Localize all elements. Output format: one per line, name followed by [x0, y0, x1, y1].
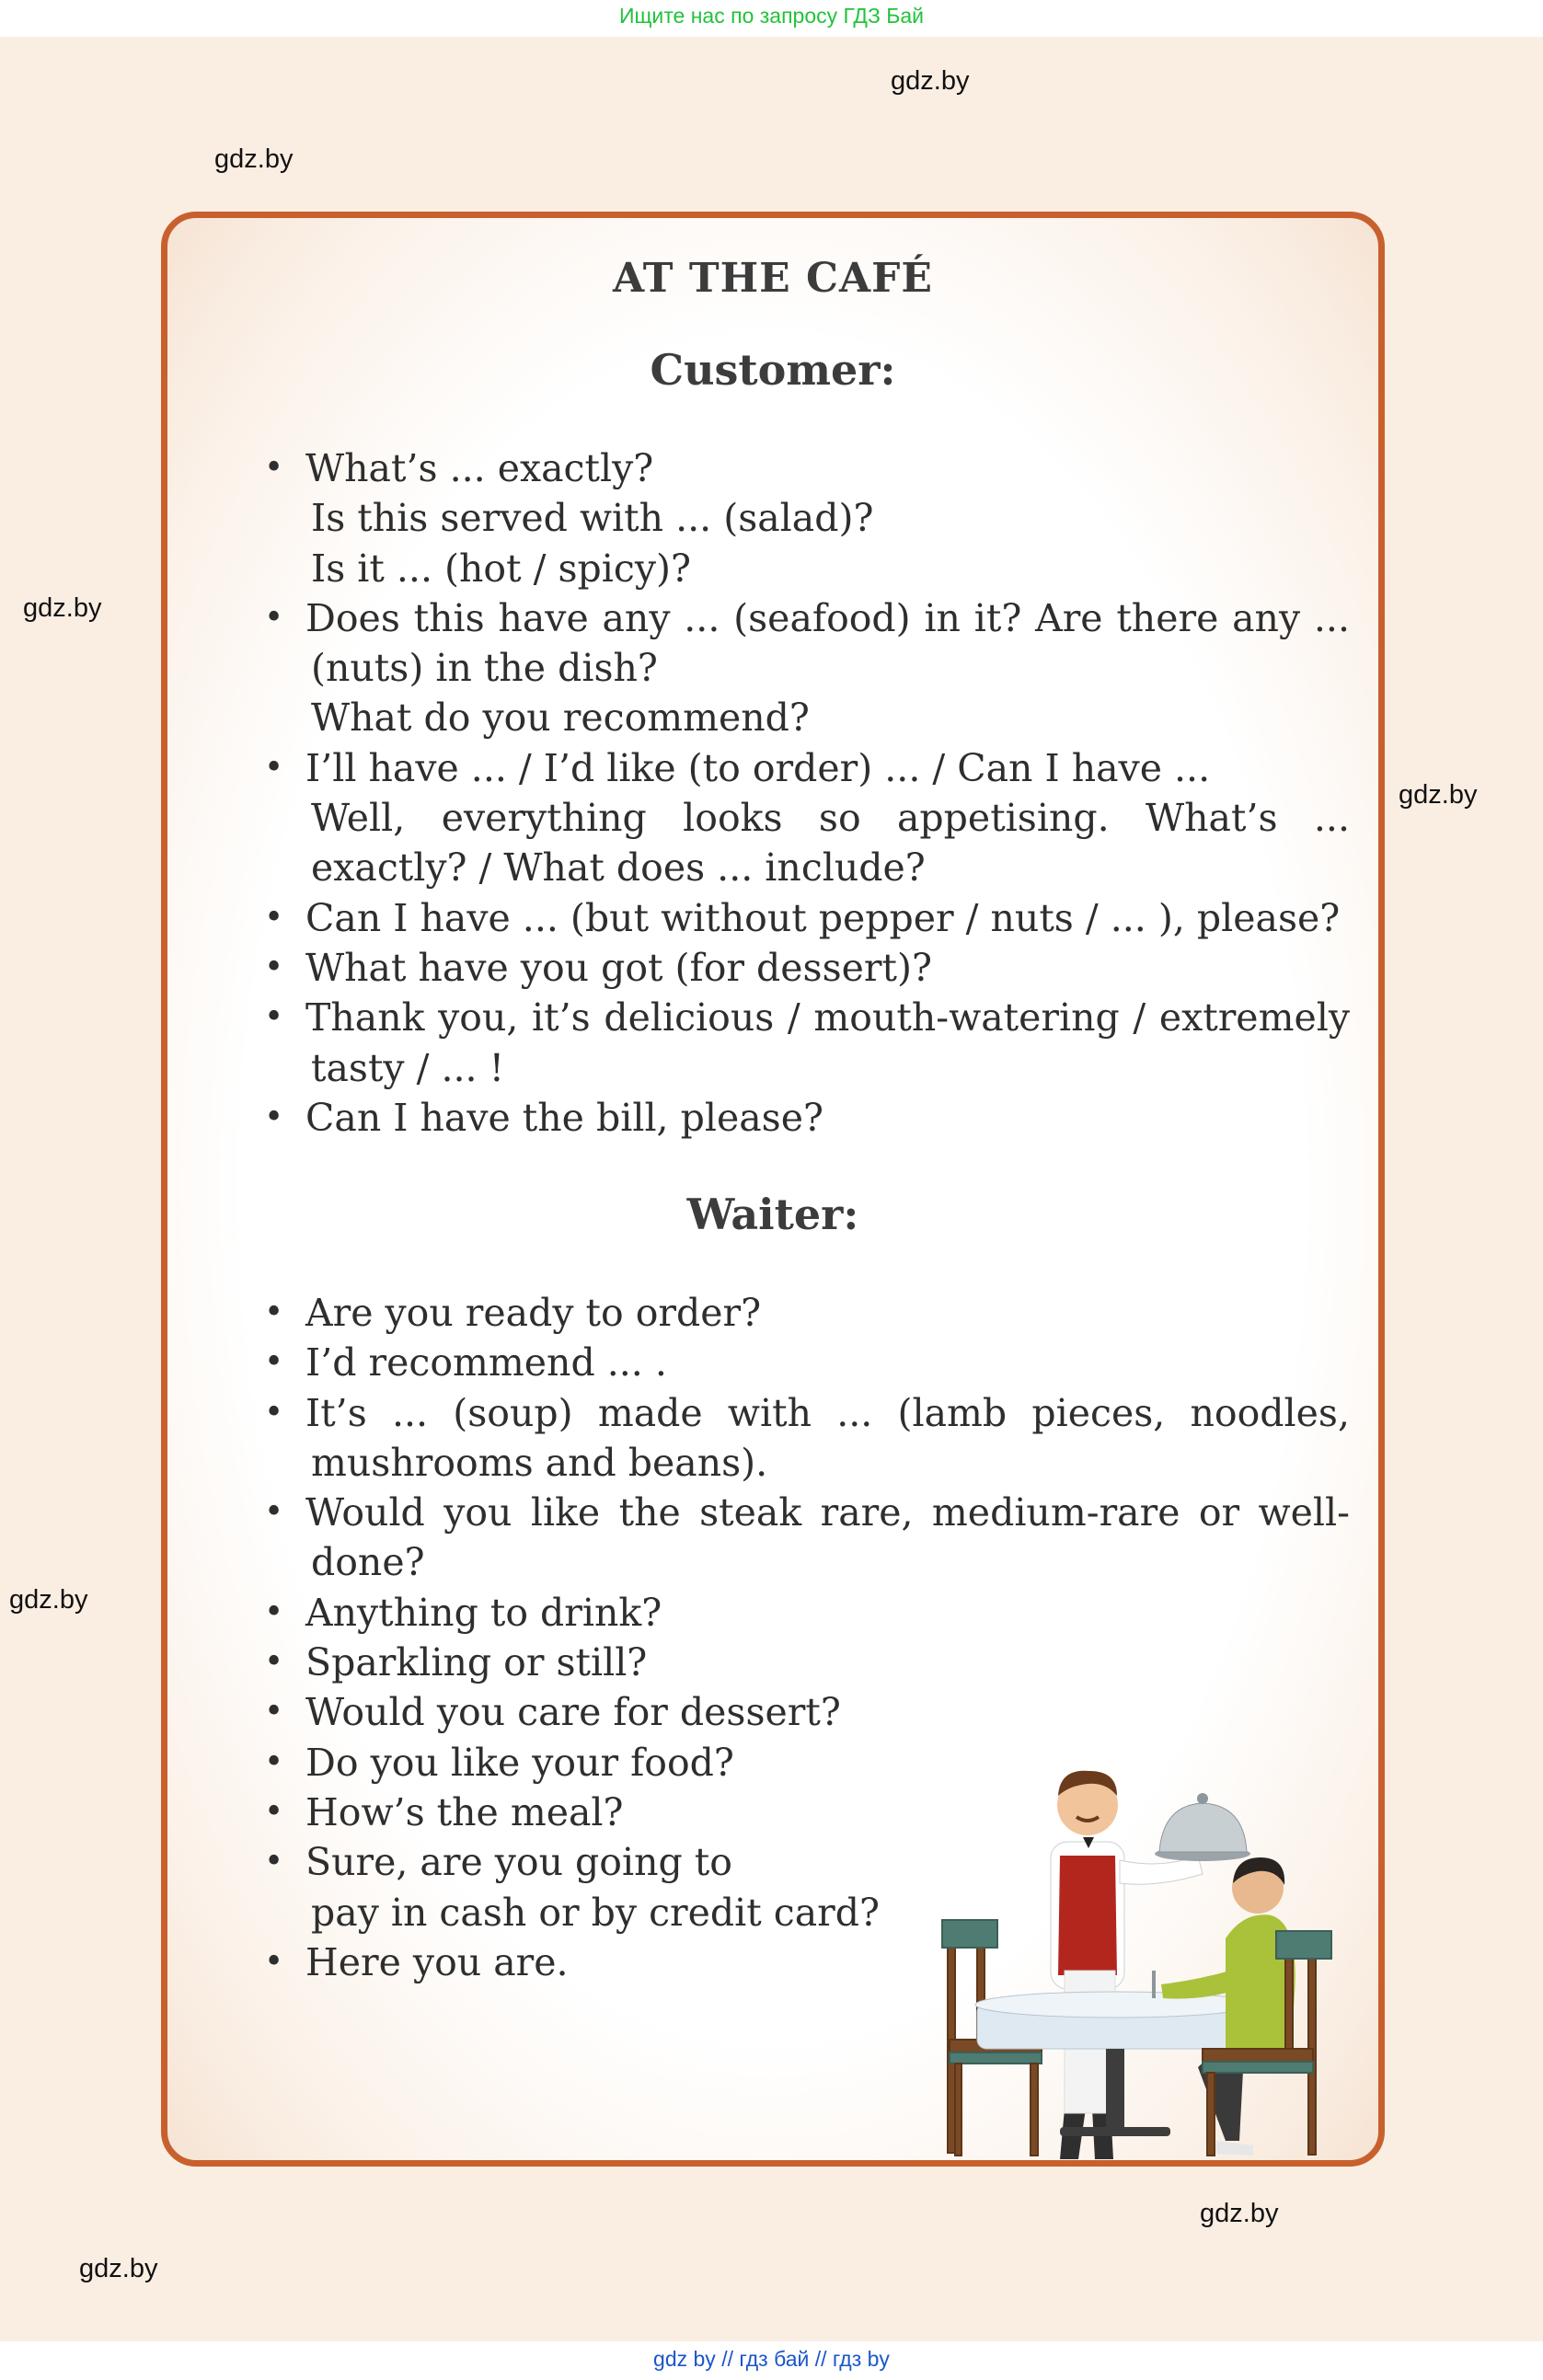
- phrase-line: Is this served with ... (salad)?: [311, 496, 874, 541]
- phrase-item: [264, 1338, 1350, 1387]
- bullet-icon: •: [264, 1293, 284, 1331]
- watermark: gdz.by: [1200, 2199, 1279, 2228]
- watermark: gdz.by: [23, 593, 102, 623]
- phrase-item: [264, 943, 1350, 993]
- bullet-icon: •: [264, 1942, 284, 1981]
- phrase-line: exactly? / What does ... include?: [311, 845, 926, 891]
- phrase-item: [264, 1488, 1350, 1588]
- phrase-card: [161, 212, 1385, 2167]
- bullet-icon: •: [264, 598, 284, 637]
- phrase-line: mushrooms and beans).: [311, 1440, 768, 1485]
- phrase-line: Here you are.: [305, 1939, 569, 1984]
- phrase-line: Can I have ... (but without pepper / nuts / ... ), please?: [305, 895, 1341, 940]
- phrase-line: Does this have any ... (seafood) in it? Are there any ...: [305, 595, 1350, 640]
- phrase-line: I’d recommend ... .: [305, 1340, 667, 1385]
- phrase-line: What have you got (for dessert)?: [305, 945, 932, 990]
- bullet-icon: •: [264, 748, 284, 787]
- watermark: gdz.by: [79, 2254, 158, 2283]
- phrase-item: [264, 993, 1350, 1093]
- bullet-icon: •: [264, 1343, 284, 1382]
- phrase-item: [264, 443, 1350, 593]
- watermark: gdz.by: [891, 66, 970, 96]
- phrase-line: Well, everything looks so appetising. What’s ...: [311, 796, 1350, 841]
- bullet-icon: •: [264, 1393, 284, 1431]
- bullet-icon: •: [264, 1792, 284, 1831]
- customer-heading: Customer:: [650, 345, 896, 395]
- bullet-icon: •: [264, 898, 284, 937]
- bullet-icon: •: [264, 1643, 284, 1682]
- watermark: gdz.by: [214, 144, 294, 174]
- bullet-icon: •: [264, 1693, 284, 1731]
- customer-phrase-list: [264, 443, 1350, 1143]
- phrase-line: Thank you, it’s delicious / mouth-watering / extremely: [305, 995, 1350, 1041]
- phrase-line: pay in cash or by credit card?: [311, 1890, 881, 1935]
- phrase-line: Would you care for dessert?: [305, 1690, 841, 1735]
- phrase-line: I’ll have ... / I’d like (to order) ... / Can I have ...: [305, 745, 1211, 790]
- phrase-line: Would you like the steak rare, medium-rare or well-: [305, 1490, 1350, 1535]
- phrase-item: [264, 593, 1350, 743]
- footer-links[interactable]: gdz by // гдз бай // гдз by: [653, 2347, 890, 2371]
- bullet-icon: •: [264, 1742, 284, 1781]
- phrase-line: It’s ... (soup) made with ... (lamb pieces, noodles,: [305, 1390, 1350, 1435]
- card-title: AT THE CAFÉ: [613, 255, 933, 302]
- waiter-heading: Waiter:: [686, 1190, 859, 1239]
- watermark: gdz.by: [1399, 780, 1478, 810]
- phrase-line: What do you recommend?: [311, 696, 810, 741]
- waiter-serving-customer-illustration: [922, 1607, 1354, 2178]
- bullet-icon: •: [264, 1098, 284, 1136]
- bullet-icon: •: [264, 1592, 284, 1631]
- watermark: gdz.by: [9, 1585, 88, 1615]
- footer-bar: [0, 2341, 1543, 2380]
- bullet-icon: •: [264, 449, 284, 487]
- phrase-line: (nuts) in the dish?: [311, 646, 658, 691]
- phrase-line: Are you ready to order?: [305, 1291, 762, 1335]
- phrase-line: Sure, are you going to: [305, 1840, 732, 1885]
- phrase-item: [264, 1388, 1350, 1489]
- cloche-icon: [1155, 1793, 1250, 1861]
- phrase-line: Sparkling or still?: [305, 1640, 648, 1685]
- phrase-line: Can I have the bill, please?: [305, 1095, 823, 1140]
- top-banner-text[interactable]: Ищите нас по запросу ГДЗ Бай: [618, 4, 925, 28]
- phrase-line: What’s ... exactly?: [305, 446, 654, 490]
- phrase-line: done?: [311, 1540, 425, 1585]
- phrase-item: [264, 743, 1350, 893]
- phrase-item: [264, 1093, 1350, 1143]
- phrase-line: How’s the meal?: [305, 1789, 624, 1834]
- phrase-item: [264, 893, 1350, 943]
- phrase-item: [264, 1288, 1350, 1338]
- bullet-icon: •: [264, 948, 284, 986]
- phrase-line: Is it ... (hot / spicy)?: [311, 546, 691, 591]
- top-banner: [0, 0, 1543, 37]
- phrase-line: tasty / ... !: [311, 1045, 505, 1090]
- bullet-icon: •: [264, 998, 284, 1037]
- bullet-icon: •: [264, 1843, 284, 1881]
- phrase-line: Do you like your food?: [305, 1740, 734, 1785]
- bullet-icon: •: [264, 1493, 284, 1532]
- phrase-line: Anything to drink?: [305, 1590, 662, 1635]
